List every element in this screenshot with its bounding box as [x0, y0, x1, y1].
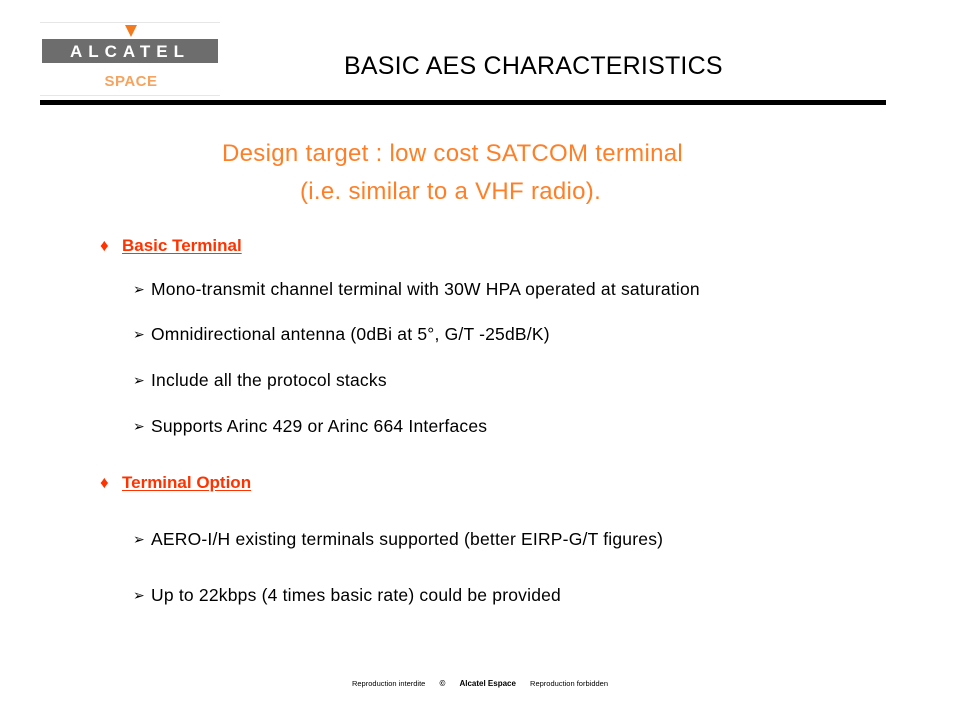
list-item-text: AERO-I/H existing terminals supported (better EIRP-G/T figures) — [151, 529, 664, 549]
design-target-line-1: Design target : low cost SATCOM terminal — [222, 140, 684, 167]
list-item — [133, 324, 550, 345]
svg-text:ALCATEL: ALCATEL — [69, 42, 191, 61]
footer-company: Alcatel Espace — [459, 679, 516, 688]
alcatel-space-logo — [40, 22, 220, 96]
diamond-bullet-icon: ♦ — [100, 236, 109, 255]
arrow-bullet-icon: ➢ — [133, 587, 145, 603]
footer-left-text: Reproduction interdite — [351, 679, 426, 688]
list-item — [133, 279, 700, 300]
list-item-text: Up to 22kbps (4 times basic rate) could be provided — [151, 585, 561, 605]
list-item — [133, 416, 487, 437]
list-item-text: Omnidirectional antenna (0dBi at 5°, G/T -25dB/K) — [151, 324, 550, 344]
logo-graphic-icon — [40, 23, 220, 95]
list-item — [133, 529, 663, 550]
section-terminal-option — [100, 473, 251, 493]
section-heading-link[interactable]: Basic Terminal — [122, 236, 242, 255]
footer — [0, 679, 960, 688]
arrow-bullet-icon: ➢ — [133, 372, 145, 388]
copyright-symbol: © — [439, 679, 446, 688]
arrow-bullet-icon: ➢ — [133, 281, 145, 297]
section-basic-terminal — [100, 236, 242, 256]
diamond-bullet-icon: ♦ — [100, 473, 109, 492]
footer-right-text: Reproduction forbidden — [530, 679, 609, 688]
list-item — [133, 585, 561, 606]
list-item — [133, 370, 387, 391]
list-item-text: Include all the protocol stacks — [151, 370, 387, 390]
page-title: BASIC AES CHARACTERISTICS — [344, 52, 723, 80]
section-heading-link[interactable]: Terminal Option — [122, 473, 252, 492]
arrow-bullet-icon: ➢ — [133, 418, 145, 434]
header-divider — [40, 100, 886, 105]
list-item-text: Supports Arinc 429 or Arinc 664 Interfaces — [151, 416, 488, 436]
design-target-line-2: (i.e. similar to a VHF radio). — [300, 178, 602, 205]
list-item-text: Mono-transmit channel terminal with 30W HPA operated at saturation — [151, 279, 700, 299]
arrow-bullet-icon: ➢ — [133, 531, 145, 547]
arrow-bullet-icon: ➢ — [133, 326, 145, 342]
svg-text:SPACE: SPACE — [104, 73, 158, 90]
